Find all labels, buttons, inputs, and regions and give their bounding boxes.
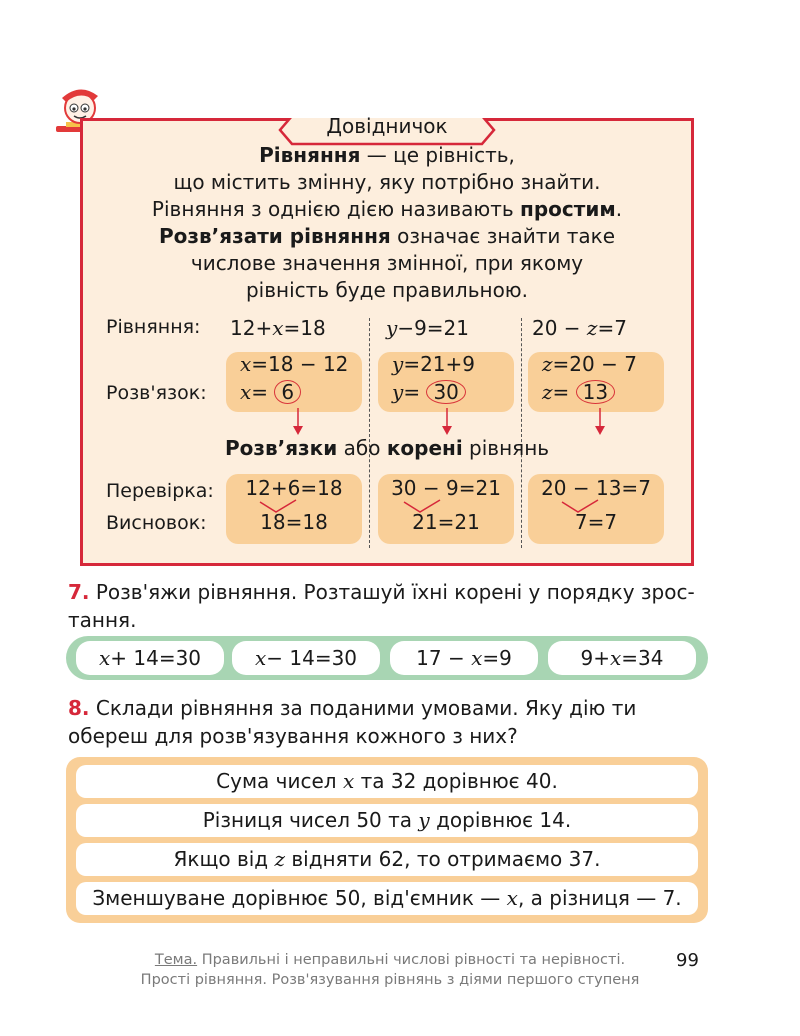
task-7-text: 7. Розв'яжи рівняння. Розташуй їхні корені у порядку зростання.	[68, 580, 695, 632]
task-8-conditions	[66, 757, 708, 923]
equation-pill-3: 17 − x=9	[390, 641, 538, 675]
reference-definition	[80, 142, 694, 304]
condition-1: Сума чисел x та 32 дорівнює 40.	[76, 765, 698, 798]
check-mark-icon	[402, 498, 442, 514]
equation-label: Рівняння:	[106, 316, 201, 338]
task-7-number: 7.	[68, 580, 90, 604]
definition-line-5: числове значення змінної, при якому	[190, 251, 584, 275]
roots-caption: Розв’язки або корені рівнянь	[224, 436, 550, 460]
check-mark-icon	[560, 498, 600, 514]
root-3: 13	[576, 380, 615, 404]
column-separator	[521, 318, 522, 548]
equation-pill-4: 9+x=34	[548, 641, 696, 675]
definition-line-4: Розв’язати рівняння означає знайти таке	[158, 224, 615, 248]
check-box-3: 20 − 13=7 7=7	[528, 474, 664, 544]
check-box-2: 30 − 9=21 21=21	[378, 474, 514, 544]
root-2: 30	[426, 380, 465, 404]
equation-2: y−9=21	[386, 316, 470, 340]
condition-3: Якщо від z відняти 62, то отримаємо 37.	[76, 843, 698, 876]
definition-line-3: Рівняння з однією дією називають простим.	[151, 197, 623, 221]
column-separator	[369, 318, 370, 548]
check-mark-icon	[258, 498, 298, 514]
equation-1: 12+x=18	[230, 316, 326, 340]
reference-panel	[80, 114, 694, 566]
check-box-1: 12+6=18 18=18	[226, 474, 362, 544]
page-footer: Тема. Правильні і неправильні числові рівності та нерівності. Прості рівняння. Розв'язування рівнянь з діями першого ступеня	[140, 952, 640, 988]
task-8-number: 8.	[68, 696, 90, 720]
arrow-down-icon	[441, 408, 453, 436]
solution-box-3: z=20 − 7 z= 13	[528, 352, 664, 412]
arrow-down-icon	[594, 408, 606, 436]
conclusion-label: Висновок:	[106, 512, 207, 534]
solution-label: Розв'язок:	[106, 382, 207, 404]
condition-4: Зменшуване дорівнює 50, від'ємник — x, а різниця — 7.	[76, 882, 698, 915]
definition-line-6: рівність буде правильною.	[245, 278, 528, 302]
condition-2: Різниця чисел 50 та y дорівнює 14.	[76, 804, 698, 837]
check-label: Перевірка:	[106, 480, 214, 502]
arrow-down-icon	[292, 408, 304, 436]
equation-pill-1: x+ 14=30	[76, 641, 224, 675]
solution-box-1: x=18 − 12 x= 6	[226, 352, 362, 412]
equation-pill-2: x− 14=30	[232, 641, 380, 675]
root-1: 6	[274, 380, 301, 404]
reference-title: Довідничок	[326, 114, 448, 138]
solution-box-2: y=21+9 y= 30	[378, 352, 514, 412]
task-7-equations	[66, 636, 708, 680]
task-8-text: 8. Склади рівняння за поданими умовами. Яку дію ти обереш для розв'язування кожного з них?	[68, 696, 637, 748]
page-number: 99	[676, 950, 699, 971]
equation-3: 20 − z=7	[532, 316, 627, 340]
topic-label: Тема.	[154, 952, 198, 968]
definition-line-2: що містить змінну, яку потрібно знайти.	[173, 170, 601, 194]
definition-line-1: Рівняння — це рівність,	[259, 143, 515, 167]
